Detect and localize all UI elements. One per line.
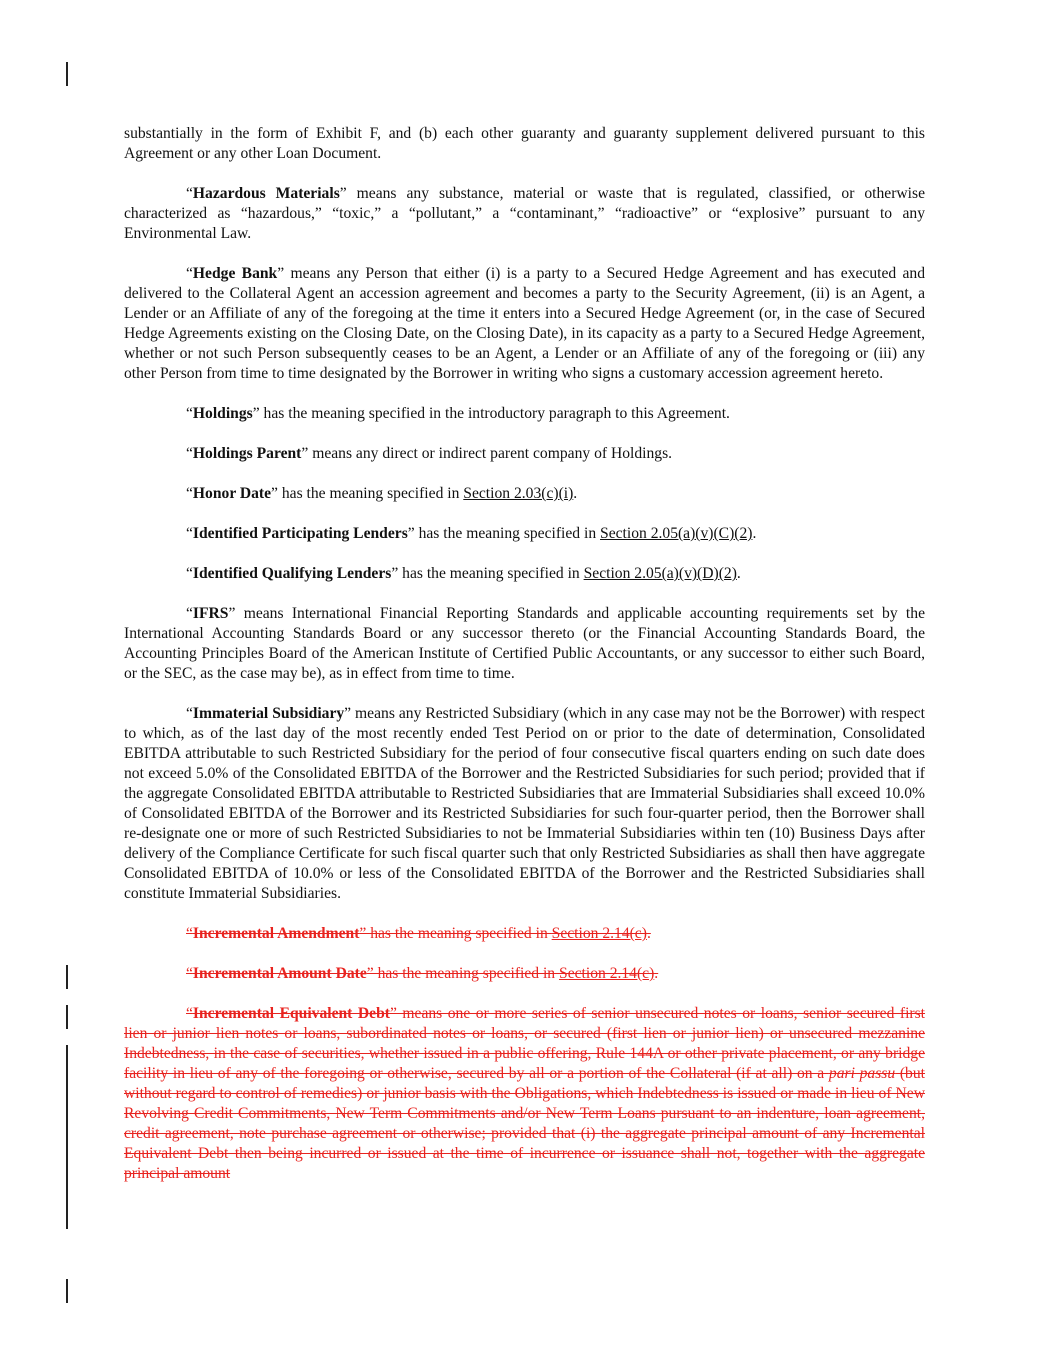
definition-hedge-bank: “Hedge Bank” means any Person that either (i) is a party to a Secured Hedge Agreement and has executed and delivered to the Collateral Agent an accession agreement and becomes a party to the Security Agreement, (ii) is an Agent, a Lender or an Affiliate of any of the foregoing at the time it enters into a Secured Hedge Agreement (or, in the case of Secured Hedge Agreements existing on the Closing Date, on the Closing Date), in its capacity as a party to a Secured Hedge Agreement, whether or not such Person subsequently ceases to be an Agent, a Lender or an Affiliate of any of the foregoing or (iii) any other Person from time to time designated by the Borrower in writing who signs a customary accession agreement hereto. (124, 265, 925, 382)
document-body (124, 124, 925, 1204)
definition-honor-date: “Honor Date” has the meaning specified in Section 2.03(c)(i). (186, 485, 578, 502)
deleted-definition-incremental-equivalent-debt: “Incremental Equivalent Debt” means one or more series of senior unsecured notes or loans, senior secured first lien or junior lien notes or loans, subordinated notes or loans, or secured (first lien or junior lien) or unsecured mezzanine Indebtedness, in the case of securities, whether issued in a public offering, Rule 144A or other private placement, or any bridge facility in lieu of any of the foregoing or otherwise, secured by all or a portion of the Collateral (if at all) on a pari passu (but without regard to control of remedies) or junior basis with the Obligations, which Indebtedness is issued or made in lieu of New Revolving Credit Commitments, New Term Commitments and/or New Term Loans pursuant to an indenture, loan agreement, credit agreement, note purchase agreement or otherwise; provided that (i) the aggregate principal amount of any Incremental Equivalent Debt then being incurred or issued at the time of incurrence or issuance shall not, together with the aggregate principal amount (124, 1005, 926, 1182)
definition-holdings-parent: “Holdings Parent” means any direct or indirect parent company of Holdings. (186, 445, 673, 462)
change-bar (66, 1045, 68, 1229)
deleted-definition-incremental-amount-date: “Incremental Amount Date” has the meaning specified in Section 2.14(c). (186, 965, 659, 982)
defined-term: Incremental Equivalent Debt (192, 1005, 390, 1022)
defined-term: Identified Participating Lenders (192, 525, 408, 542)
defined-term: IFRS (192, 605, 229, 622)
definition-identified-qualifying-lenders: “Identified Qualifying Lenders” has the meaning specified in Section 2.05(a)(v)(D)(2). (186, 565, 741, 582)
defined-term: Hazardous Materials (192, 185, 340, 202)
defined-term: Holdings (192, 405, 253, 422)
definition-holdings: “Holdings” has the meaning specified in the introductory paragraph to this Agreement. (186, 405, 730, 422)
definition-identified-participating-lenders: “Identified Participating Lenders” has the meaning specified in Section 2.05(a)(v)(C)(2). (186, 525, 757, 542)
defined-term: Hedge Bank (192, 265, 278, 282)
change-bar (66, 1005, 68, 1029)
section-reference: Section 2.14(c) (559, 965, 655, 982)
definition-ifrs: “IFRS” means International Financial Reporting Standards and applicable accounting requirements set by the International Accounting Standards Board or any successor thereto (or the Financial Accounting Standards Board, the Accounting Principles Board of the American Institute of Certified Public Accountants, or any successor to either such Board, or the SEC, as the case may be), as in effect from time to time. (124, 605, 925, 682)
defined-term: Holdings Parent (192, 445, 302, 462)
defined-term: Identified Qualifying Lenders (192, 565, 392, 582)
change-bar (66, 1279, 68, 1303)
section-reference: Section 2.03(c)(i) (463, 485, 574, 502)
change-bar (66, 62, 68, 86)
section-reference: Section 2.05(a)(v)(D)(2) (583, 565, 737, 582)
defined-term: Incremental Amount Date (192, 965, 367, 982)
section-reference: Section 2.05(a)(v)(C)(2) (600, 525, 753, 542)
italic-term: pari passu (828, 1065, 896, 1082)
deleted-definition-incremental-amendment: “Incremental Amendment” has the meaning specified in Section 2.14(c). (186, 925, 651, 942)
definition-immaterial-subsidiary: “Immaterial Subsidiary” means any Restricted Subsidiary (which in any case may not be the Borrower) with respect to which, as of the last day of the most recently ended Test Period on or prior to the date of determination, Consolidated EBITDA attributable to such Restricted Subsidiary for the period of four consecutive fiscal quarters ending on such date does not exceed 5.0% of the Consolidated EBITDA of the Borrower and the Restricted Subsidiaries for such period; provided that if the aggregate Consolidated EBITDA attributable to Restricted Subsidiaries that are Immaterial Subsidiaries shall exceed 10.0% of Consolidated EBITDA of the Borrower and its Restricted Subsidiaries for such four-quarter period, then the Borrower shall re-designate one or more of such Restricted Subsidiaries to not be Immaterial Subsidiaries within ten (10) Business Days after delivery of the Compliance Certificate for such fiscal quarter such that only Restricted Subsidiaries as shall then have aggregate Consolidated EBITDA of 10.0% or less of the Consolidated EBITDA of the Borrower and the Restricted Subsidiaries shall constitute Immaterial Subsidiaries. (124, 705, 925, 902)
change-bar (66, 965, 68, 989)
defined-term: Honor Date (192, 485, 272, 502)
definition-hazardous-materials: “Hazardous Materials” means any substance, material or waste that is regulated, classified, or otherwise characterized as “hazardous,” “toxic,” a “pollutant,” a “contaminant,” “radioactive” or “explosive” pursuant to any Environmental Law. (124, 185, 925, 242)
defined-term: Immaterial Subsidiary (192, 705, 345, 722)
section-reference: Section 2.14(c) (551, 925, 647, 942)
defined-term: Incremental Amendment (192, 925, 360, 942)
paragraph-continuation: substantially in the form of Exhibit F, and (b) each other guaranty and guaranty supplement delivered pursuant to this Agreement or any other Loan Document. (124, 125, 925, 162)
